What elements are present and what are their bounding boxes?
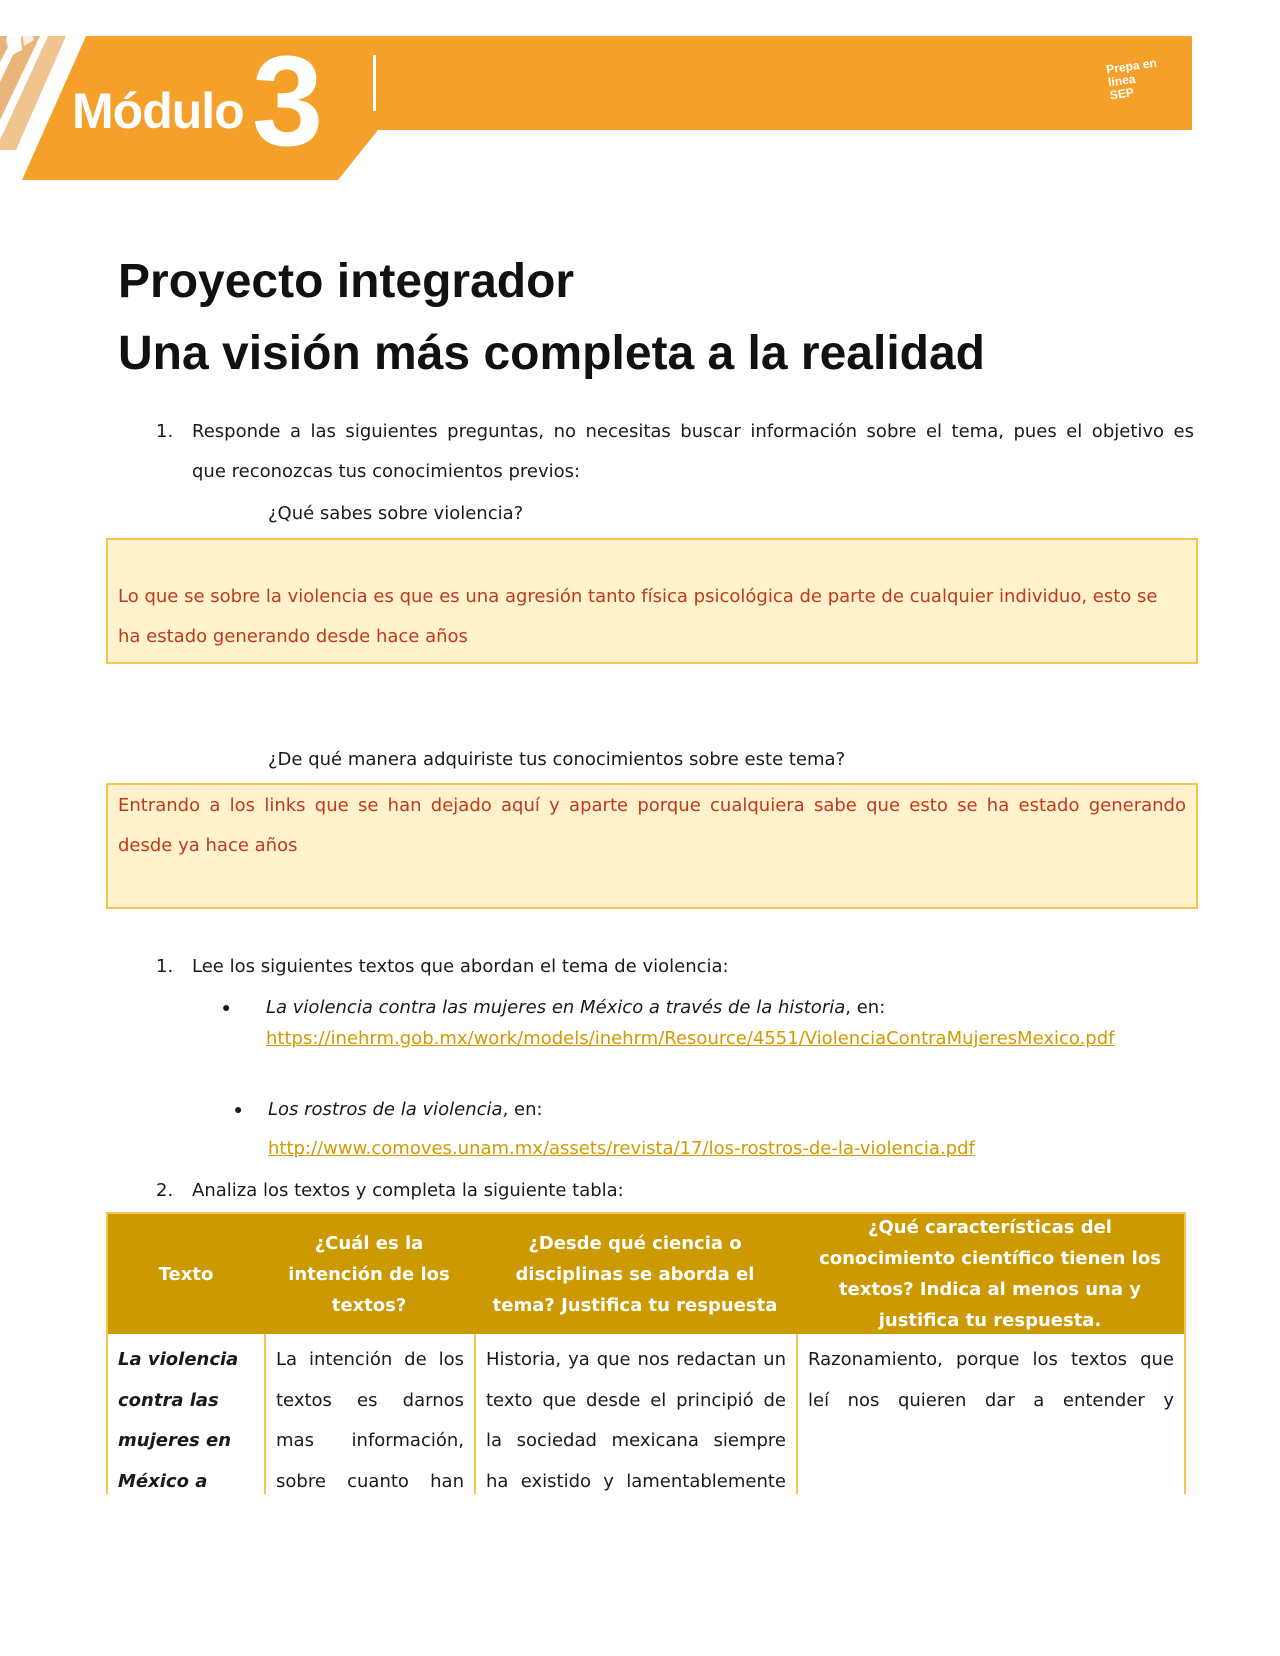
cell-line: texto que desde el principió de (486, 1389, 786, 1411)
table-cell[interactable] (108, 1334, 264, 1494)
answer-box[interactable] (106, 538, 1198, 664)
logo-text-line: SEP (1109, 85, 1135, 103)
bullet-icon: ● (234, 1101, 243, 1117)
header-divider (373, 55, 376, 111)
cell-line: sobre cuanto han (276, 1470, 464, 1492)
page-title: Proyecto integrador (118, 255, 575, 308)
instruction-line: que reconozcas tus conocimientos previos: (192, 461, 581, 482)
table-cell[interactable] (474, 1334, 796, 1494)
bullet-icon: ● (222, 999, 231, 1015)
list-number: 2. (156, 1180, 174, 1201)
cell-line: mas información, (276, 1430, 464, 1451)
cell-line: Historia, ya que nos redactan un (486, 1349, 786, 1370)
list-number: 1. (156, 421, 174, 442)
instruction-line: Responde a las siguientes preguntas, no necesitas buscar información sobre el tema, pues el objetivo es (192, 421, 1194, 442)
cell-line: la sociedad mexicana siempre (486, 1430, 786, 1451)
logo-text (1106, 57, 1162, 103)
question-text: ¿De qué manera adquiriste tus conocimientos sobre este tema? (268, 749, 846, 770)
list-number: 1. (156, 956, 174, 977)
module-label: Módulo (72, 83, 244, 139)
cell-line: Razonamiento, porque los textos que (808, 1349, 1174, 1370)
table-header-cell: ¿Desde qué ciencia o disciplinas se aborda el tema? Justifica tu respuesta (474, 1214, 796, 1334)
answer-text: ha estado generando desde hace años (118, 626, 468, 647)
reading-reference (268, 1099, 543, 1120)
reading-link[interactable]: https://inehrm.gob.mx/work/models/inehrm/Resource/4551/ViolenciaContraMujeresMexico.pdf (266, 1028, 1115, 1049)
reading-suffix: , en: (845, 997, 886, 1018)
module-number: 3 (252, 30, 324, 173)
answer-text: Lo que se sobre la violencia es que es una agresión tanto física psicológica de parte de cualquier individuo, esto se (118, 586, 1158, 607)
table-header-cell: Texto (108, 1214, 264, 1334)
reading-title: La violencia contra las mujeres en México a través de la historia (266, 997, 846, 1018)
cell-line: leí nos quieren dar a entender y (808, 1389, 1174, 1411)
reading-link[interactable]: http://www.comoves.unam.mx/assets/revista/17/los-rostros-de-la-violencia.pdf (268, 1138, 975, 1159)
cell-line: mujeres en (118, 1430, 232, 1451)
instruction-line: Lee los siguientes textos que abordan el tema de violencia: (192, 956, 729, 977)
table-header-cell: ¿Cuál es la intención de los textos? (264, 1214, 474, 1334)
page-subtitle: Una visión más completa a la realidad (118, 327, 985, 380)
cell-line: textos es darnos (276, 1389, 464, 1411)
answer-text: desde ya hace años (118, 835, 298, 856)
instruction-line: Analiza los textos y completa la siguiente tabla: (192, 1180, 624, 1201)
prepa-en-linea-logo-icon (0, 0, 70, 60)
reading-reference (266, 997, 885, 1018)
table-cell[interactable] (796, 1334, 1184, 1494)
cell-line: México a (118, 1470, 208, 1492)
table-cell[interactable] (264, 1334, 474, 1494)
cell-line: contra las (118, 1389, 219, 1411)
logo-text-line: Prepa en (1105, 55, 1158, 77)
table-header-cell: ¿Qué características del conocimiento científico tienen los textos? Indica al menos una y justifica tu respuesta. (796, 1214, 1184, 1334)
module-banner (0, 0, 1280, 190)
cell-line: La violencia (118, 1349, 239, 1370)
analysis-table (106, 1212, 1186, 1494)
reading-title: Los rostros de la violencia (268, 1099, 503, 1120)
cell-line: La intención de los (276, 1349, 464, 1370)
answer-box[interactable] (106, 783, 1198, 909)
cell-line: ha existido y lamentablemente (486, 1470, 786, 1492)
logo-text-line: línea (1107, 71, 1137, 90)
question-text: ¿Qué sabes sobre violencia? (268, 503, 524, 524)
answer-text: Entrando a los links que se han dejado aquí y aparte porque cualquiera sabe que esto se ha estado generando (118, 795, 1186, 816)
reading-suffix: , en: (502, 1099, 543, 1120)
